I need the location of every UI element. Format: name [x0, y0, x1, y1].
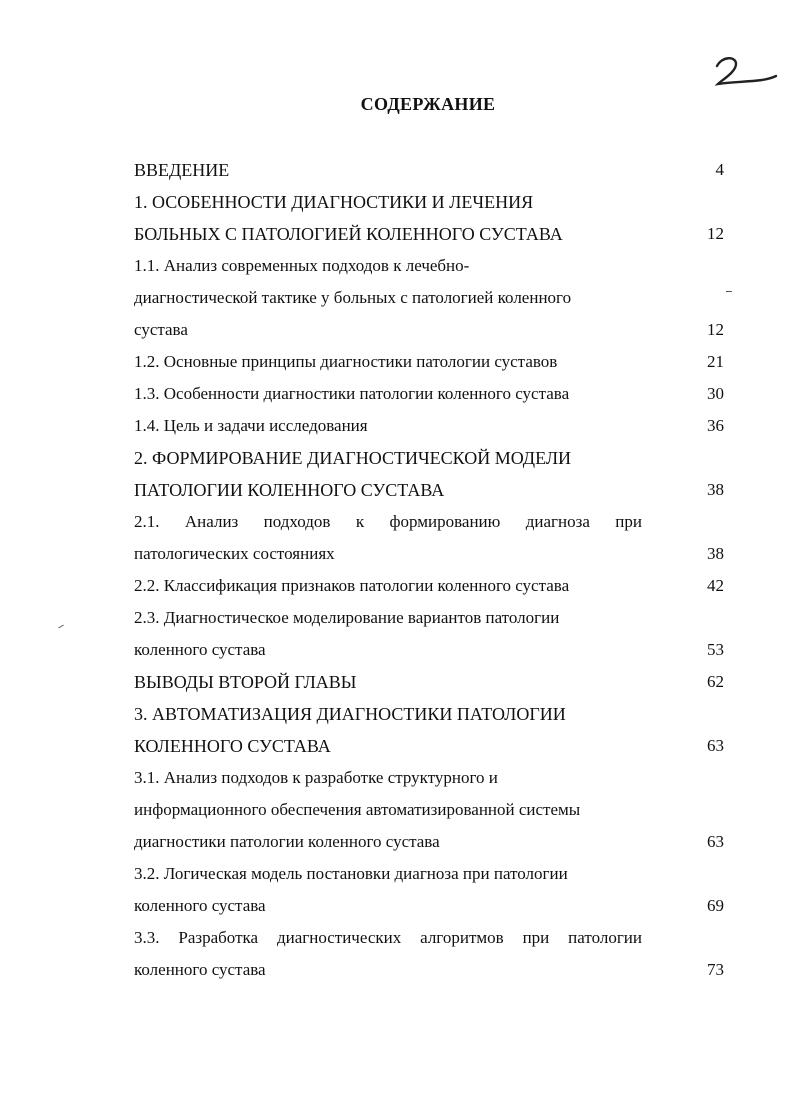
toc-entry-line	[134, 314, 724, 346]
toc-entry-text: 1.1. Анализ современных подходов к лечебно-	[134, 256, 470, 275]
toc-page-number: 63	[707, 832, 724, 851]
toc-entry-line	[134, 442, 724, 474]
toc-entry-text: 1.3. Особенности диагностики патологии коленного сустава	[134, 384, 570, 403]
page-title: СОДЕРЖАНИЕ	[360, 94, 496, 114]
toc-entry-text: диагностической тактике у больных с патологией коленного	[134, 288, 572, 307]
toc-entry-line	[134, 218, 724, 250]
toc-entry-line	[134, 922, 724, 954]
toc-entry-text: 2.3. Диагностическое моделирование вариантов патологии	[134, 608, 560, 627]
toc-entry-line	[134, 794, 724, 826]
toc-entry-line	[134, 570, 724, 602]
toc-entry-text: 1. ОСОБЕННОСТИ ДИАГНОСТИКИ И ЛЕЧЕНИЯ	[134, 192, 534, 212]
toc-page-number: 62	[707, 672, 724, 691]
toc-entry-text: 3. АВТОМАТИЗАЦИЯ ДИАГНОСТИКИ ПАТОЛОГИИ	[134, 704, 566, 724]
toc-page-number: 38	[707, 544, 724, 563]
toc-entry-line	[134, 826, 724, 858]
toc-entry-text: КОЛЕННОГО СУСТАВА	[134, 736, 331, 756]
toc-entry-line	[134, 282, 724, 314]
toc-entry-line	[134, 506, 724, 538]
table-of-contents	[134, 154, 724, 986]
scan-mark	[726, 291, 732, 292]
toc-entry-text: 3.3. Разработка диагностических алгоритмов при патологии	[134, 928, 642, 947]
toc-page-number: 4	[715, 160, 724, 179]
toc-page-number: 30	[707, 384, 724, 403]
toc-entry-line	[134, 474, 724, 506]
toc-entry-text: 2. ФОРМИРОВАНИЕ ДИАГНОСТИЧЕСКОЙ МОДЕЛИ	[134, 448, 572, 468]
toc-page-number: 53	[707, 640, 724, 659]
toc-entry-text: ВВЕДЕНИЕ	[134, 160, 230, 180]
toc-entry-text: коленного сустава	[134, 960, 266, 979]
toc-entry-text: коленного сустава	[134, 896, 266, 915]
toc-entry-text: ВЫВОДЫ ВТОРОЙ ГЛАВЫ	[134, 672, 357, 692]
toc-entry-text: ПАТОЛОГИИ КОЛЕННОГО СУСТАВА	[134, 480, 445, 500]
toc-entry-line	[134, 698, 724, 730]
toc-page-number: 12	[707, 224, 724, 243]
toc-entry-line	[134, 410, 724, 442]
toc-entry-text: 2.1. Анализ подходов к формированию диагноза при	[134, 512, 642, 531]
toc-entry-text: диагностики патологии коленного сустава	[134, 832, 440, 851]
toc-entry-line	[134, 634, 724, 666]
toc-page-number: 73	[707, 960, 724, 979]
toc-entry-line	[134, 602, 724, 634]
toc-page-number: 36	[707, 416, 724, 435]
toc-entry-text: 3.2. Логическая модель постановки диагноза при патологии	[134, 864, 568, 883]
toc-entry-text: БОЛЬНЫХ С ПАТОЛОГИЕЙ КОЛЕННОГО СУСТАВА	[134, 224, 563, 244]
toc-page-number: 12	[707, 320, 724, 339]
toc-page-number: 21	[707, 352, 724, 371]
toc-page-number: 69	[707, 896, 724, 915]
toc-entry-text: 1.4. Цель и задачи исследования	[134, 416, 368, 435]
toc-entry-line	[134, 250, 724, 282]
toc-entry-line	[134, 954, 724, 986]
toc-entry-line	[134, 858, 724, 890]
toc-entry-line	[134, 186, 724, 218]
toc-page-number: 63	[707, 736, 724, 755]
toc-entry-text: информационного обеспечения автоматизированной системы	[134, 800, 581, 819]
toc-entry-line	[134, 890, 724, 922]
toc-entry-line	[134, 378, 724, 410]
scan-mark	[58, 625, 64, 629]
toc-page-number: 38	[707, 480, 724, 499]
toc-entry-text: 1.2. Основные принципы диагностики патологии суставов	[134, 352, 558, 371]
toc-entry-line	[134, 730, 724, 762]
toc-entry-text: 3.1. Анализ подходов к разработке структурного и	[134, 768, 498, 787]
toc-entry-line	[134, 762, 724, 794]
toc-entry-text: коленного сустава	[134, 640, 266, 659]
toc-page-number: 42	[707, 576, 724, 595]
toc-entry-text: 2.2. Классификация признаков патологии коленного сустава	[134, 576, 570, 595]
toc-entry-text: патологических состояниях	[134, 544, 335, 563]
toc-entry-line	[134, 154, 724, 186]
toc-entry-text: сустава	[134, 320, 188, 339]
toc-entry-line	[134, 666, 724, 698]
toc-entry-line	[134, 346, 724, 378]
handwritten-page-number	[712, 52, 782, 92]
toc-entry-line	[134, 538, 724, 570]
